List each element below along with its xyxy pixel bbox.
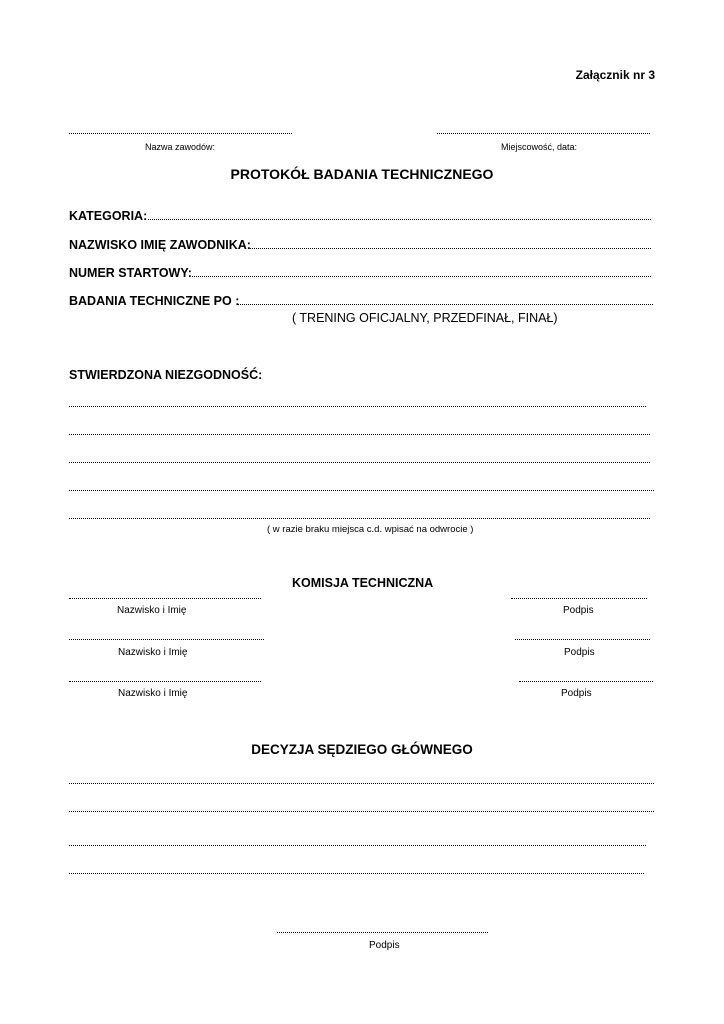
decision-line-1[interactable] bbox=[69, 783, 654, 784]
decision-line-3[interactable] bbox=[69, 845, 646, 846]
committee-name-caption-2: Nazwisko i Imię bbox=[118, 647, 188, 658]
event-name-caption: Nazwa zawodów: bbox=[145, 142, 216, 152]
inspection-options: ( TRENING OFICJALNY, PRZEDFINAŁ, FINAŁ) bbox=[292, 311, 558, 325]
committee-signature-caption-2: Podpis bbox=[564, 647, 595, 658]
start-number-label: NUMER STARTOWY: bbox=[69, 266, 192, 280]
inspection-after-line[interactable] bbox=[238, 304, 653, 305]
committee-signature-line-2[interactable] bbox=[515, 639, 650, 640]
place-date-caption: Miejscowość, data: bbox=[501, 142, 578, 152]
committee-name-caption-3: Nazwisko i Imię bbox=[118, 688, 188, 699]
committee-signature-line-3[interactable] bbox=[519, 681, 653, 682]
nonconformity-line-3[interactable] bbox=[69, 462, 650, 463]
category-line[interactable] bbox=[148, 219, 651, 220]
category-label: KATEGORIA: bbox=[69, 209, 148, 223]
decision-line-2[interactable] bbox=[69, 811, 654, 812]
committee-name-line-3[interactable] bbox=[69, 681, 261, 682]
nonconformity-line-2[interactable] bbox=[69, 434, 650, 435]
committee-heading: KOMISJA TECHNICZNA bbox=[292, 576, 434, 590]
committee-name-line-1[interactable] bbox=[69, 598, 261, 599]
committee-signature-line-1[interactable] bbox=[511, 598, 647, 599]
committee-signature-caption-1: Podpis bbox=[563, 605, 594, 616]
attachment-number: Załącznik nr 3 bbox=[575, 68, 655, 82]
committee-signature-caption-3: Podpis bbox=[561, 688, 592, 699]
nonconformity-line-5[interactable] bbox=[69, 518, 650, 519]
decision-heading: DECYZJA SĘDZIEGO GŁÓWNEGO bbox=[251, 742, 473, 757]
nonconformity-heading: STWIERDZONA NIEZGODNOŚĆ: bbox=[69, 368, 263, 382]
chief-judge-signature-caption: Podpis bbox=[369, 940, 400, 951]
event-name-line[interactable] bbox=[69, 133, 292, 134]
nonconformity-line-1[interactable] bbox=[69, 406, 646, 407]
document-title: PROTOKÓŁ BADANIA TECHNICZNEGO bbox=[230, 166, 494, 182]
nonconformity-note: ( w razie braku miejsca c.d. wpisać na odwrocie ) bbox=[267, 524, 474, 535]
competitor-name-label: NAZWISKO IMIĘ ZAWODNIKA: bbox=[69, 238, 251, 252]
nonconformity-line-4[interactable] bbox=[69, 490, 654, 491]
competitor-name-line[interactable] bbox=[248, 248, 651, 249]
place-date-line[interactable] bbox=[437, 133, 650, 134]
inspection-after-label: BADANIA TECHNICZNE PO : bbox=[69, 294, 240, 308]
start-number-line[interactable] bbox=[192, 276, 651, 277]
chief-judge-signature-line[interactable] bbox=[277, 932, 488, 933]
committee-name-line-2[interactable] bbox=[69, 639, 264, 640]
committee-name-caption-1: Nazwisko i Imię bbox=[117, 605, 187, 616]
decision-line-4[interactable] bbox=[69, 873, 644, 874]
